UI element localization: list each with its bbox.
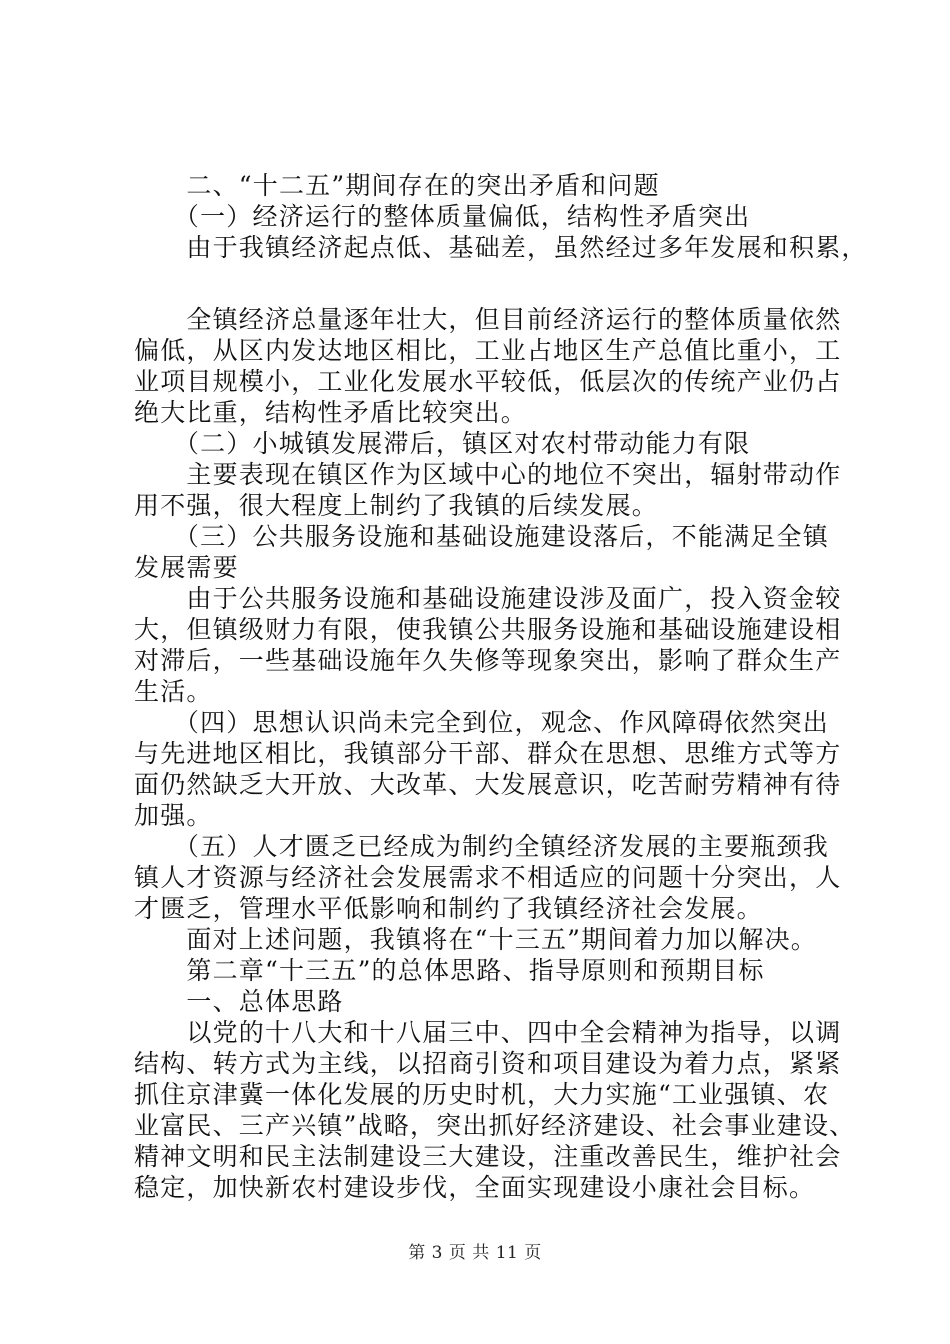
paragraph-line: 用不强，很大程度上制约了我镇的后续发展。 — [134, 491, 659, 520]
subsection-heading: （五）人才匮乏已经成为制约全镇经济发展的主要瓶颈我 — [134, 832, 829, 861]
paragraph-line: 才匮乏，管理水平低影响和制约了我镇经济社会发展。 — [134, 894, 763, 923]
paragraph-line: 业项目规模小，工业化发展水平较低，低层次的传统产业仍占 — [134, 367, 842, 396]
paragraph-line: 由于我镇经济起点低、基础差，虽然经过多年发展和积累， — [134, 233, 868, 262]
paragraph-line: 以党的十八大和十八届三中、四中全会精神为指导，以调 — [134, 1018, 842, 1047]
subsection-heading: （三）公共服务设施和基础设施建设落后，不能满足全镇 — [134, 522, 829, 551]
paragraph-line: 绝大比重，结构性矛盾比较突出。 — [134, 398, 528, 427]
paragraph-line: 偏低，从区内发达地区相比，工业占地区生产总值比重小，工 — [134, 336, 842, 365]
paragraph-line: 业富民、三产兴镇”战略，突出抓好经济建设、社会事业建设、 — [134, 1111, 856, 1140]
chapter-heading: 第二章“十三五”的总体思路、指导原则和预期目标 — [134, 956, 765, 985]
paragraph-line: 精神文明和民主法制建设三大建设，注重改善民生，维护社会 — [134, 1142, 842, 1171]
section-heading: 二、“十二五”期间存在的突出矛盾和问题 — [134, 171, 660, 200]
paragraph-line: 与先进地区相比，我镇部分干部、群众在思想、思维方式等方 — [134, 739, 842, 768]
blank-line — [134, 263, 834, 304]
document-body — [134, 170, 868, 1203]
paragraph-line: 加强。 — [134, 801, 213, 830]
paragraph-line: 镇人才资源与经济社会发展需求不相适应的问题十分突出，人 — [134, 863, 842, 892]
paragraph-line: 生活。 — [134, 677, 213, 706]
paragraph-line: 全镇经济总量逐年壮大，但目前经济运行的整体质量依然 — [134, 305, 842, 334]
paragraph-line: 对滞后，一些基础设施年久失修等现象突出，影响了群众生产 — [134, 646, 842, 675]
paragraph-line: 面仍然缺乏大开放、大改革、大发展意识，吃苦耐劳精神有待 — [134, 770, 842, 799]
paragraph-line: 由于公共服务设施和基础设施建设涉及面广，投入资金较 — [134, 584, 842, 613]
subsection-heading: （二）小城镇发展滞后，镇区对农村带动能力有限 — [134, 429, 751, 458]
section-heading: 一、总体思路 — [134, 987, 344, 1016]
subsection-heading: （四）思想认识尚未完全到位，观念、作风障碍依然突出 — [134, 708, 829, 737]
paragraph-line: 稳定，加快新农村建设步伐，全面实现建设小康社会目标。 — [134, 1173, 816, 1202]
paragraph-line: 面对上述问题，我镇将在“十三五”期间着力加以解决。 — [134, 925, 817, 954]
page-footer: 第 3 页 共 11 页 — [408, 1243, 542, 1263]
subsection-heading: （一）经济运行的整体质量偏低，结构性矛盾突出 — [134, 202, 751, 231]
paragraph-line: 主要表现在镇区作为区域中心的地位不突出，辐射带动作 — [134, 460, 842, 489]
paragraph-line: 大，但镇级财力有限，使我镇公共服务设施和基础设施建设相 — [134, 615, 842, 644]
paragraph-line: 抓住京津冀一体化发展的历史时机，大力实施“工业强镇、农 — [134, 1080, 830, 1109]
paragraph-line: 结构、转方式为主线，以招商引资和项目建设为着力点，紧紧 — [134, 1049, 842, 1078]
subsection-heading: 发展需要 — [134, 553, 239, 582]
